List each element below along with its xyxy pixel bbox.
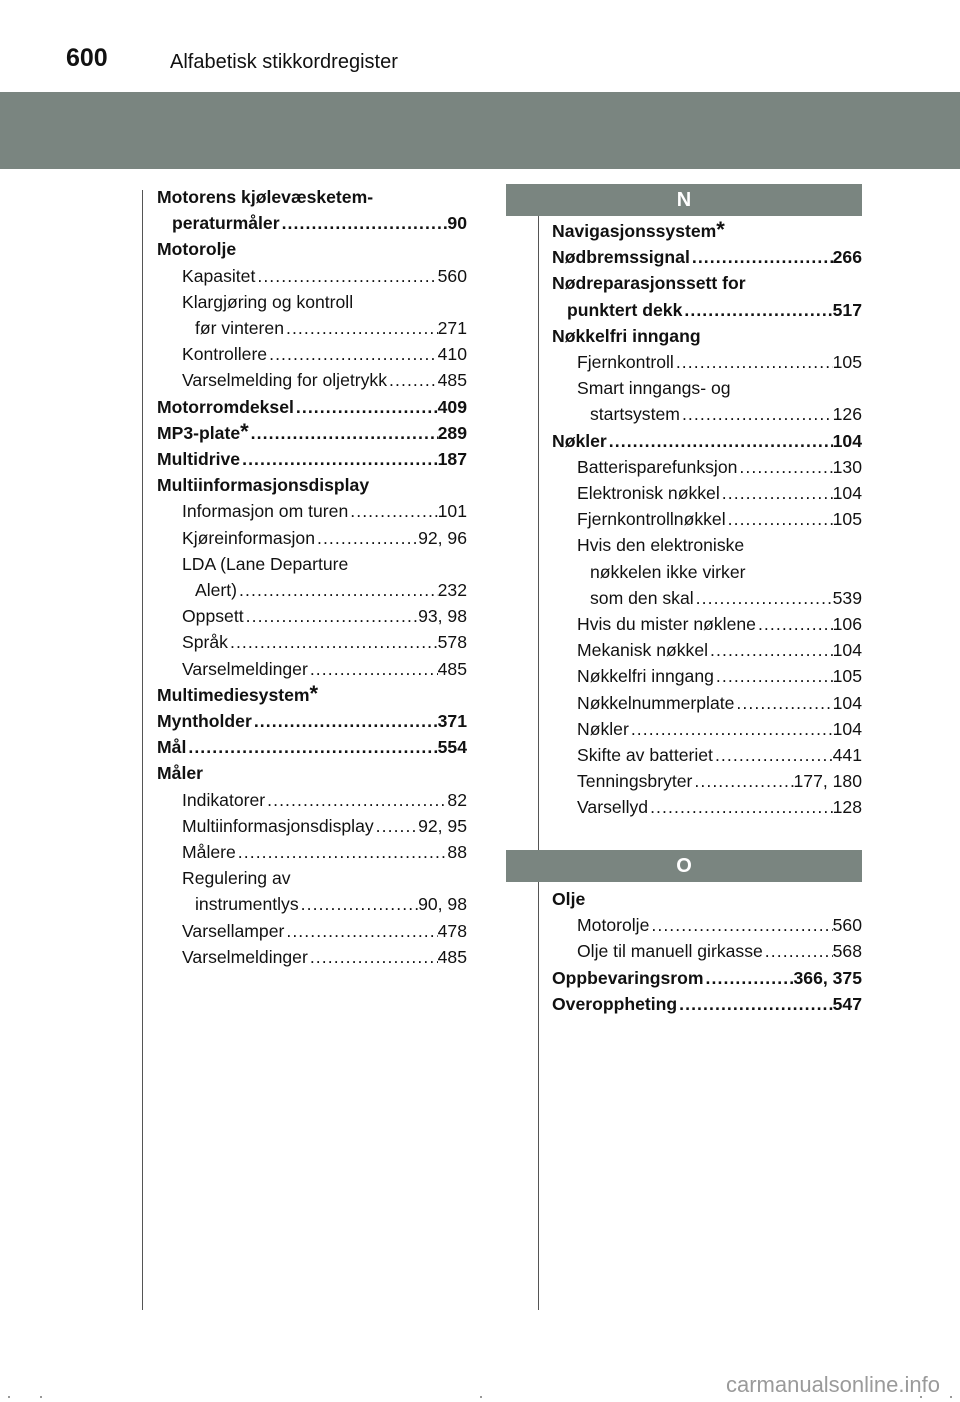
index-entry: [552, 690, 862, 716]
index-entry: [157, 839, 467, 865]
index-entry: MP3-plate * . . . 289: [157, 420, 467, 446]
index-entry-label: Nøkkelnummerplate: [577, 692, 735, 713]
index-entry-page: 105: [832, 352, 862, 373]
index-entry-page: 92, 95: [418, 815, 467, 836]
left-column-rule: [142, 190, 143, 1310]
index-entry-label: Myntholder: [157, 711, 252, 732]
index-entry-label: Elektronisk nøkkel: [577, 483, 720, 504]
index-entry-label: Nødreparasjonssett for: [552, 273, 746, 294]
index-entry-page: 366, 375: [793, 967, 862, 988]
dot-leader: [267, 341, 438, 367]
index-entry-label: Regulering av: [182, 868, 291, 889]
index-entry-page: 371: [437, 711, 467, 732]
dot-leader: [734, 690, 832, 716]
index-entry-label: Varsellyd: [577, 797, 649, 818]
index-entry-page: 104: [832, 430, 862, 451]
right-column-rule: [538, 190, 539, 1310]
dot-leader: [236, 839, 448, 865]
dot-leader: [240, 446, 438, 472]
index-entry: [157, 787, 467, 813]
index-entry: [157, 394, 467, 420]
dot-leader: [726, 506, 833, 532]
index-entry-label: Smart inngangs- og: [577, 378, 731, 399]
index-entry-page: 578: [437, 632, 467, 653]
index-entry-label: Olje til manuell girkasse: [577, 941, 763, 962]
index-entry-page: 187: [437, 449, 467, 470]
index-entry-page: 92, 96: [418, 527, 467, 548]
index-entry: [552, 768, 862, 794]
index-entry-label: Motorromdeksel: [157, 396, 294, 417]
index-entry: [552, 991, 862, 1017]
index-entry-label: Nødbremssignal: [552, 247, 690, 268]
dot-leader: [629, 716, 833, 742]
index-entry: [157, 656, 467, 682]
index-entry-label: Nøkkelfri inngang: [577, 666, 714, 687]
index-entry-page: 547: [832, 993, 862, 1014]
index-entry-page: 539: [832, 587, 862, 608]
index-entry: [552, 716, 862, 742]
dot-leader: [255, 263, 437, 289]
index-entry-label: Varselmelding for oljetrykk: [182, 370, 388, 391]
dot-leader: [708, 637, 833, 663]
section-header-o: O: [506, 850, 862, 882]
index-entry-label: Alert): [195, 580, 238, 601]
index-entry: [552, 611, 862, 637]
dot-leader: [186, 734, 437, 760]
index-entry-label: før vinteren: [195, 318, 284, 339]
index-entry: [552, 323, 862, 349]
index-entry: [157, 708, 467, 734]
index-entry: [157, 629, 467, 655]
dot-leader: [690, 244, 833, 270]
index-entry: [552, 886, 862, 912]
index-section-n: [552, 218, 862, 821]
dot-leader: [756, 611, 833, 637]
index-entry-page: 485: [437, 370, 467, 391]
index-entry: [552, 506, 862, 532]
index-entry: [552, 585, 862, 611]
page-title: Alfabetisk stikkordregister: [170, 51, 398, 73]
index-entry-page: 441: [832, 745, 862, 766]
index-entry-label: Oppbevaringsrom: [552, 967, 704, 988]
index-entry-label: Multiinformasjonsdisplay: [157, 475, 370, 496]
index-entry-page: 485: [437, 658, 467, 679]
index-entry: [157, 289, 467, 315]
index-entry-page: 271: [437, 318, 467, 339]
index-entry: [552, 912, 862, 938]
dot-leader: [252, 708, 438, 734]
index-entry-label: Motorolje: [157, 239, 237, 260]
index-entry-label: Klargjøring og kontroll: [182, 291, 354, 312]
index-entry: [552, 794, 862, 820]
index-entry-label: Nøkkelfri inngang: [552, 325, 701, 346]
dot-leader: [674, 349, 833, 375]
index-entry-page: 568: [832, 941, 862, 962]
index-entry: [157, 865, 467, 891]
dot-leader: [265, 787, 447, 813]
section-header-n: N: [506, 184, 862, 216]
index-entry-label: Hvis du mister nøklene: [577, 614, 756, 635]
index-entry: [157, 341, 467, 367]
index-entry-page: 232: [437, 580, 467, 601]
index-entry-page: 104: [832, 718, 862, 739]
dot-leader: [763, 938, 833, 964]
page-number: 600: [66, 44, 108, 72]
index-entry: [157, 734, 467, 760]
index-entry-label: Multidrive: [157, 449, 241, 470]
index-entry-page: 485: [437, 946, 467, 967]
dot-leader: [677, 991, 833, 1017]
dot-leader: [692, 768, 793, 794]
index-entry: [552, 428, 862, 454]
index-entry-page: 104: [832, 640, 862, 661]
dot-leader: [299, 891, 418, 917]
index-entry-label: Tenningsbryter: [577, 771, 693, 792]
index-entry-page: 560: [437, 265, 467, 286]
dot-leader: [315, 525, 418, 551]
index-entry-label: Målere: [182, 842, 236, 863]
dot-leader: [713, 742, 833, 768]
dot-leader: [228, 629, 438, 655]
index-entry-page: 177, 180: [793, 771, 862, 792]
index-entry-label: Navigasjonssystem: [552, 221, 717, 241]
index-entry-label: Fjernkontroll: [577, 352, 674, 373]
index-entry-page: 478: [437, 920, 467, 941]
index-entry-label: Nøkler: [577, 718, 629, 739]
index-entry-page: 128: [832, 797, 862, 818]
dot-leader: [308, 944, 438, 970]
dot-leader: [280, 210, 448, 236]
index-entry: [157, 236, 467, 262]
index-entry: [552, 559, 862, 585]
index-entry-page: 554: [437, 737, 467, 758]
index-entry-label: Varselmeldinger: [182, 946, 308, 967]
index-entry-label: peraturmåler: [172, 213, 280, 234]
index-entry: [157, 918, 467, 944]
index-entry-page: 90: [447, 213, 467, 234]
index-entry-label: Varsellamper: [182, 920, 285, 941]
index-entry: [157, 525, 467, 551]
index-entry: [552, 742, 862, 768]
index-entry-page: 105: [832, 509, 862, 530]
watermark: carmanualsonline.info: [725, 1372, 940, 1397]
index-entry-label: Hvis den elektroniske: [577, 535, 745, 556]
index-entry: [157, 210, 467, 236]
index-entry: [552, 454, 862, 480]
index-entry-label: Motorens kjølevæsketem-: [157, 187, 374, 207]
index-entry-label: nøkkelen ikke virker: [590, 561, 746, 582]
dot-leader: [374, 813, 418, 839]
index-entry: [157, 944, 467, 970]
index-entry-label: Kapasitet: [182, 265, 256, 286]
index-entry-label: Batterisparefunksjon: [577, 456, 738, 477]
index-entry: [552, 532, 862, 558]
index-entry: [552, 965, 862, 991]
index-entry: [157, 184, 467, 210]
index-entry-page: 82: [447, 789, 467, 810]
dot-leader: [284, 315, 438, 341]
index-entry-page: 104: [832, 692, 862, 713]
dot-leader: [237, 577, 438, 603]
index-entry-label: Mål: [157, 737, 187, 758]
dot-leader: [737, 454, 832, 480]
index-entry-page: 88: [447, 842, 467, 863]
dot-leader: [249, 420, 438, 446]
index-entry-page: 90, 98: [418, 894, 467, 915]
index-entry-label: Kontrollere: [182, 344, 268, 365]
index-entry-page: 517: [832, 299, 862, 320]
index-entry: [157, 551, 467, 577]
index-entry-label: startsystem: [590, 404, 680, 425]
page-header: [0, 0, 960, 84]
index-entry: [157, 577, 467, 603]
index-entry: [157, 263, 467, 289]
index-entry: [157, 603, 467, 629]
index-entry-label: Oppsett: [182, 606, 244, 627]
index-entry-label: som den skal: [590, 587, 694, 608]
index-entry-label: Informasjon om turen: [182, 501, 349, 522]
index-entry: [157, 367, 467, 393]
dot-leader: [648, 794, 833, 820]
index-entry-page: 289: [437, 422, 467, 443]
index-entry-page: 93, 98: [418, 606, 467, 627]
index-entry-label: Motorolje: [577, 915, 650, 936]
index-entry-label: MP3-plate: [157, 422, 241, 443]
dot-leader: [720, 480, 833, 506]
index-entry: [157, 760, 467, 786]
index-entry: [552, 480, 862, 506]
index-entry-label: Nøkler: [552, 430, 607, 451]
dot-leader: [714, 663, 833, 689]
index-entry-label: Overoppheting: [552, 993, 678, 1014]
index-entry-label: Språk: [182, 632, 228, 653]
index-entry-page: 105: [832, 666, 862, 687]
index-entry-page: 106: [832, 614, 862, 635]
index-entry: [552, 375, 862, 401]
index-entry-label: Varselmeldinger: [182, 658, 308, 679]
index-entry: [552, 401, 862, 427]
index-entry: [157, 813, 467, 839]
index-entry-label: LDA (Lane Departure: [182, 553, 349, 574]
dot-leader: [387, 367, 438, 393]
index-entry-label: Skifte av batteriet: [577, 745, 713, 766]
index-entry: [552, 637, 862, 663]
index-entry-label: instrumentlys: [195, 894, 299, 915]
index-entry: [157, 446, 467, 472]
dot-leader: [308, 656, 438, 682]
dot-leader: [294, 394, 438, 420]
dot-leader: [244, 603, 418, 629]
index-entry-page: 266: [832, 247, 862, 268]
dot-leader: [284, 918, 437, 944]
dot-leader: [680, 401, 833, 427]
index-entry: [552, 244, 862, 270]
index-entry-page: 409: [437, 396, 467, 417]
index-entry-page: 560: [832, 915, 862, 936]
index-entry-label: Multimediesystem: [157, 684, 310, 705]
dot-leader: [682, 297, 832, 323]
index-entry-label: Kjøreinformasjon: [182, 527, 315, 548]
index-entry: [552, 297, 862, 323]
dot-leader: [649, 912, 832, 938]
index-entry-label: Fjernkontrollnøkkel: [577, 509, 726, 530]
index-entry-page: 126: [832, 404, 862, 425]
index-entry: [157, 315, 467, 341]
index-section-o: [552, 886, 862, 1017]
index-entry-page: 101: [437, 501, 467, 522]
index-entry-label: Måler: [157, 763, 203, 784]
index-entry-page: 130: [832, 456, 862, 477]
index-entry: Navigasjonssystem *: [552, 218, 862, 244]
index-entry: [552, 663, 862, 689]
index-entry-label: Indikatorer: [182, 789, 266, 810]
index-entry-label: punktert dekk: [567, 299, 683, 320]
dot-leader: [348, 498, 437, 524]
dot-leader: [694, 585, 833, 611]
index-entry: [157, 498, 467, 524]
index-entry: [552, 349, 862, 375]
index-entry-label: Mekanisk nøkkel: [577, 640, 709, 661]
index-entry: [157, 891, 467, 917]
index-entry-label: Olje: [552, 889, 586, 909]
dot-leader: [607, 428, 833, 454]
index-entry-label: Multiinformasjonsdisplay: [182, 815, 374, 836]
index-entry: [552, 270, 862, 296]
index-entry: [552, 938, 862, 964]
index-column-left: [157, 184, 467, 970]
index-entry: Multimediesystem *: [157, 682, 467, 708]
header-band: [0, 92, 960, 169]
dot-leader: [704, 965, 794, 991]
index-entry: [157, 472, 467, 498]
index-entry-page: 410: [437, 344, 467, 365]
index-entry-page: 104: [832, 483, 862, 504]
